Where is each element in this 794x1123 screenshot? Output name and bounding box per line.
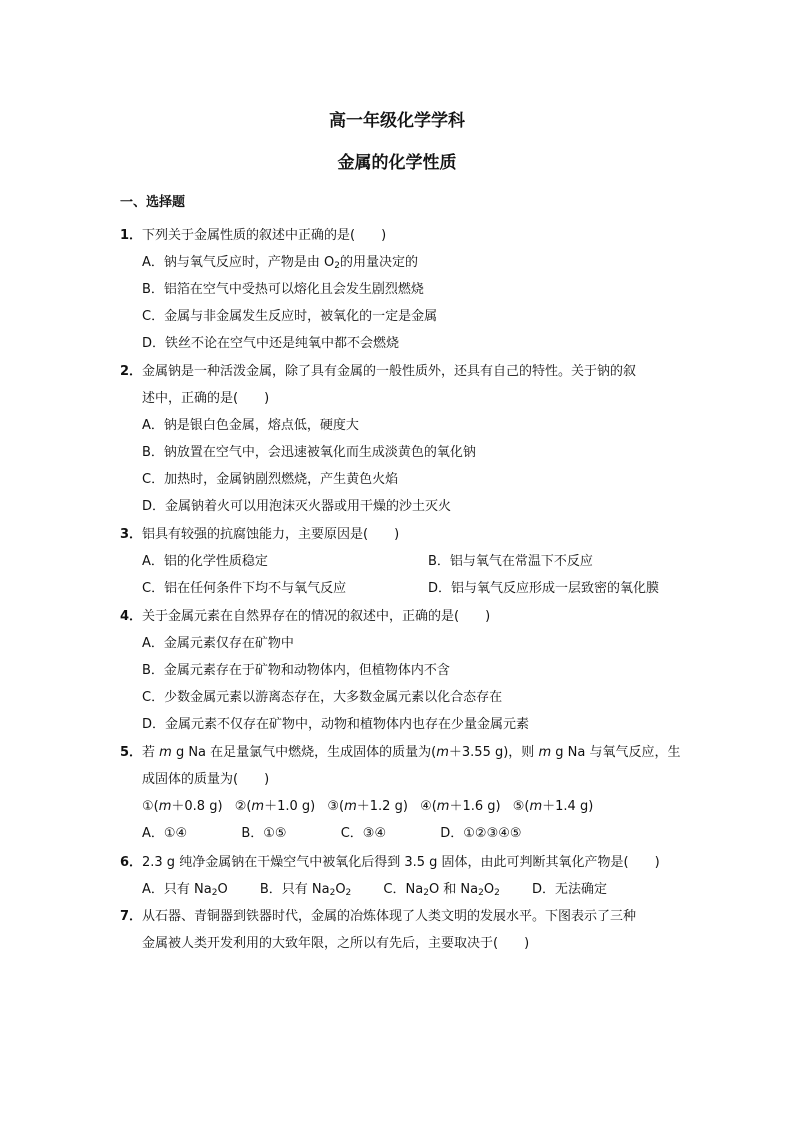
option-row xyxy=(120,575,680,602)
option-a: A．铝的化学性质稳定 xyxy=(142,554,268,569)
question-4-stem xyxy=(120,603,680,630)
variable-m: m xyxy=(436,745,449,760)
question-number: 2． xyxy=(120,364,143,379)
document-subtitle: 金属的化学性质 xyxy=(337,153,457,173)
question-text: 从石器、青铜器到铁器时代，金属的冶炼体现了人类文明的发展水平。下图表示了三种 xyxy=(142,909,637,924)
question-7 xyxy=(120,903,680,957)
question-number: 3． xyxy=(120,527,143,542)
question-text: g Na 在足量氯气中燃烧，生成固体的质量为( xyxy=(171,745,437,760)
question-2 xyxy=(120,358,680,520)
variable-m: m xyxy=(159,745,172,760)
option-a xyxy=(120,249,680,276)
choice-3: ③(m＋1.2 g) xyxy=(327,799,408,814)
question-4 xyxy=(120,603,680,738)
option-c: C．铝在任何条件下均不与氧气反应 xyxy=(142,581,347,596)
question-number: 1． xyxy=(120,228,143,243)
option-c: C．$Na_2O$ 和 $Na_2O_2$ xyxy=(383,882,500,898)
option-a: A．金属元素仅存在矿物中 xyxy=(142,636,294,651)
option-d: D．无法确定 xyxy=(531,882,607,897)
option-b: B．金属元素存在于矿物和动物体内，但植物体内不含 xyxy=(142,663,450,678)
option-c: C．少数金属元素以游离态存在，大多数金属元素以化合态存在 xyxy=(142,690,503,705)
option-d: D．金属元素不仅存在矿物中，动物和植物体内也存在少量金属元素 xyxy=(142,717,530,732)
choice-1: ①(m＋0.8 g) xyxy=(142,799,223,814)
option-text: A．钠与氧气反应时，产物是由 O xyxy=(142,255,335,270)
choice-2: ②(m＋1.0 g) xyxy=(234,799,316,814)
option-c: C．③④ xyxy=(340,826,387,841)
question-5 xyxy=(120,739,680,847)
question-text: ＋3.55 g)，则 xyxy=(448,745,539,760)
option-a: A．①④ xyxy=(142,826,188,841)
choice-list xyxy=(120,793,680,820)
question-text: 铝具有较强的抗腐蚀能力，主要原因是( ) xyxy=(142,527,400,542)
question-number: 4． xyxy=(120,609,143,624)
option-b: B．①⑤ xyxy=(241,826,287,841)
option-row xyxy=(120,548,680,575)
question-1 xyxy=(120,222,680,357)
option-b: B．铝与氧气在常温下不反应 xyxy=(428,554,593,569)
option-d: D．金属钠着火可以用泡沫灭火器或用干燥的沙土灭火 xyxy=(142,499,452,514)
option-a: A．只有 $Na_2O$ xyxy=(142,882,228,898)
question-7-stem xyxy=(120,903,680,930)
subscript: 2 xyxy=(334,261,340,271)
option-row xyxy=(120,876,680,903)
option-b: B．铝箔在空气中受热可以熔化且会发生剧烈燃烧 xyxy=(142,282,424,297)
question-7-stem-continued: 金属被人类开发利用的大致年限，之所以有先后，主要取决于( ) xyxy=(142,936,530,951)
question-6-stem xyxy=(120,849,680,876)
question-3 xyxy=(120,521,680,602)
choice-5: ⑤(m＋1.4 g) xyxy=(512,799,594,814)
question-3-stem xyxy=(120,521,680,548)
question-text: 2.3 g 纯净金属钠在干燥空气中被氧化后得到 3.5 g 固体，由此可判断其氧化产物是( ) xyxy=(142,855,660,870)
question-5-stem-continued: 成固体的质量为( ) xyxy=(142,772,270,787)
question-2-stem-continued: 述中，正确的是( ) xyxy=(142,391,270,406)
section-heading: 一、选择题 xyxy=(120,195,186,210)
question-number: 7． xyxy=(120,909,143,924)
question-text: 关于金属元素在自然界存在的情况的叙述中，正确的是( ) xyxy=(142,609,491,624)
choice-4: ④(m＋1.6 g) xyxy=(420,799,501,814)
option-d: D．①②③④⑤ xyxy=(440,826,522,841)
question-number: 5． xyxy=(120,745,143,760)
option-b: B．钠放置在空气中，会迅速被氧化而生成淡黄色的氧化钠 xyxy=(142,445,476,460)
question-text: 下列关于金属性质的叙述中正确的是( ) xyxy=(142,228,387,243)
variable-m: m xyxy=(538,745,552,760)
option-b: B．只有 $Na_2O_2$ xyxy=(259,882,352,898)
option-c: C．金属与非金属发生反应时，被氧化的一定是金属 xyxy=(142,309,438,324)
question-text: 若 xyxy=(142,745,160,760)
question-6 xyxy=(120,849,680,903)
option-text: 的用量决定的 xyxy=(340,255,419,270)
option-c: C．加热时，金属钠剧烈燃烧，产生黄色火焰 xyxy=(142,472,399,487)
question-number: 6． xyxy=(120,855,143,870)
question-text: g Na 与氧气反应，生 xyxy=(551,745,681,760)
option-d: D．铁丝不论在空气中还是纯氧中都不会燃烧 xyxy=(142,336,400,351)
option-a: A．钠是银白色金属，熔点低，硬度大 xyxy=(142,418,359,433)
question-5-stem xyxy=(120,739,680,766)
question-1-stem xyxy=(120,222,680,249)
document-title: 高一年级化学学科 xyxy=(329,111,465,131)
option-row xyxy=(120,820,680,847)
question-2-stem xyxy=(120,358,680,385)
question-text: 金属钠是一种活泼金属，除了具有金属的一般性质外，还具有自己的特性。关于钠的叙 xyxy=(142,364,637,379)
option-d: D．铝与氧气反应形成一层致密的氧化膜 xyxy=(428,581,660,596)
